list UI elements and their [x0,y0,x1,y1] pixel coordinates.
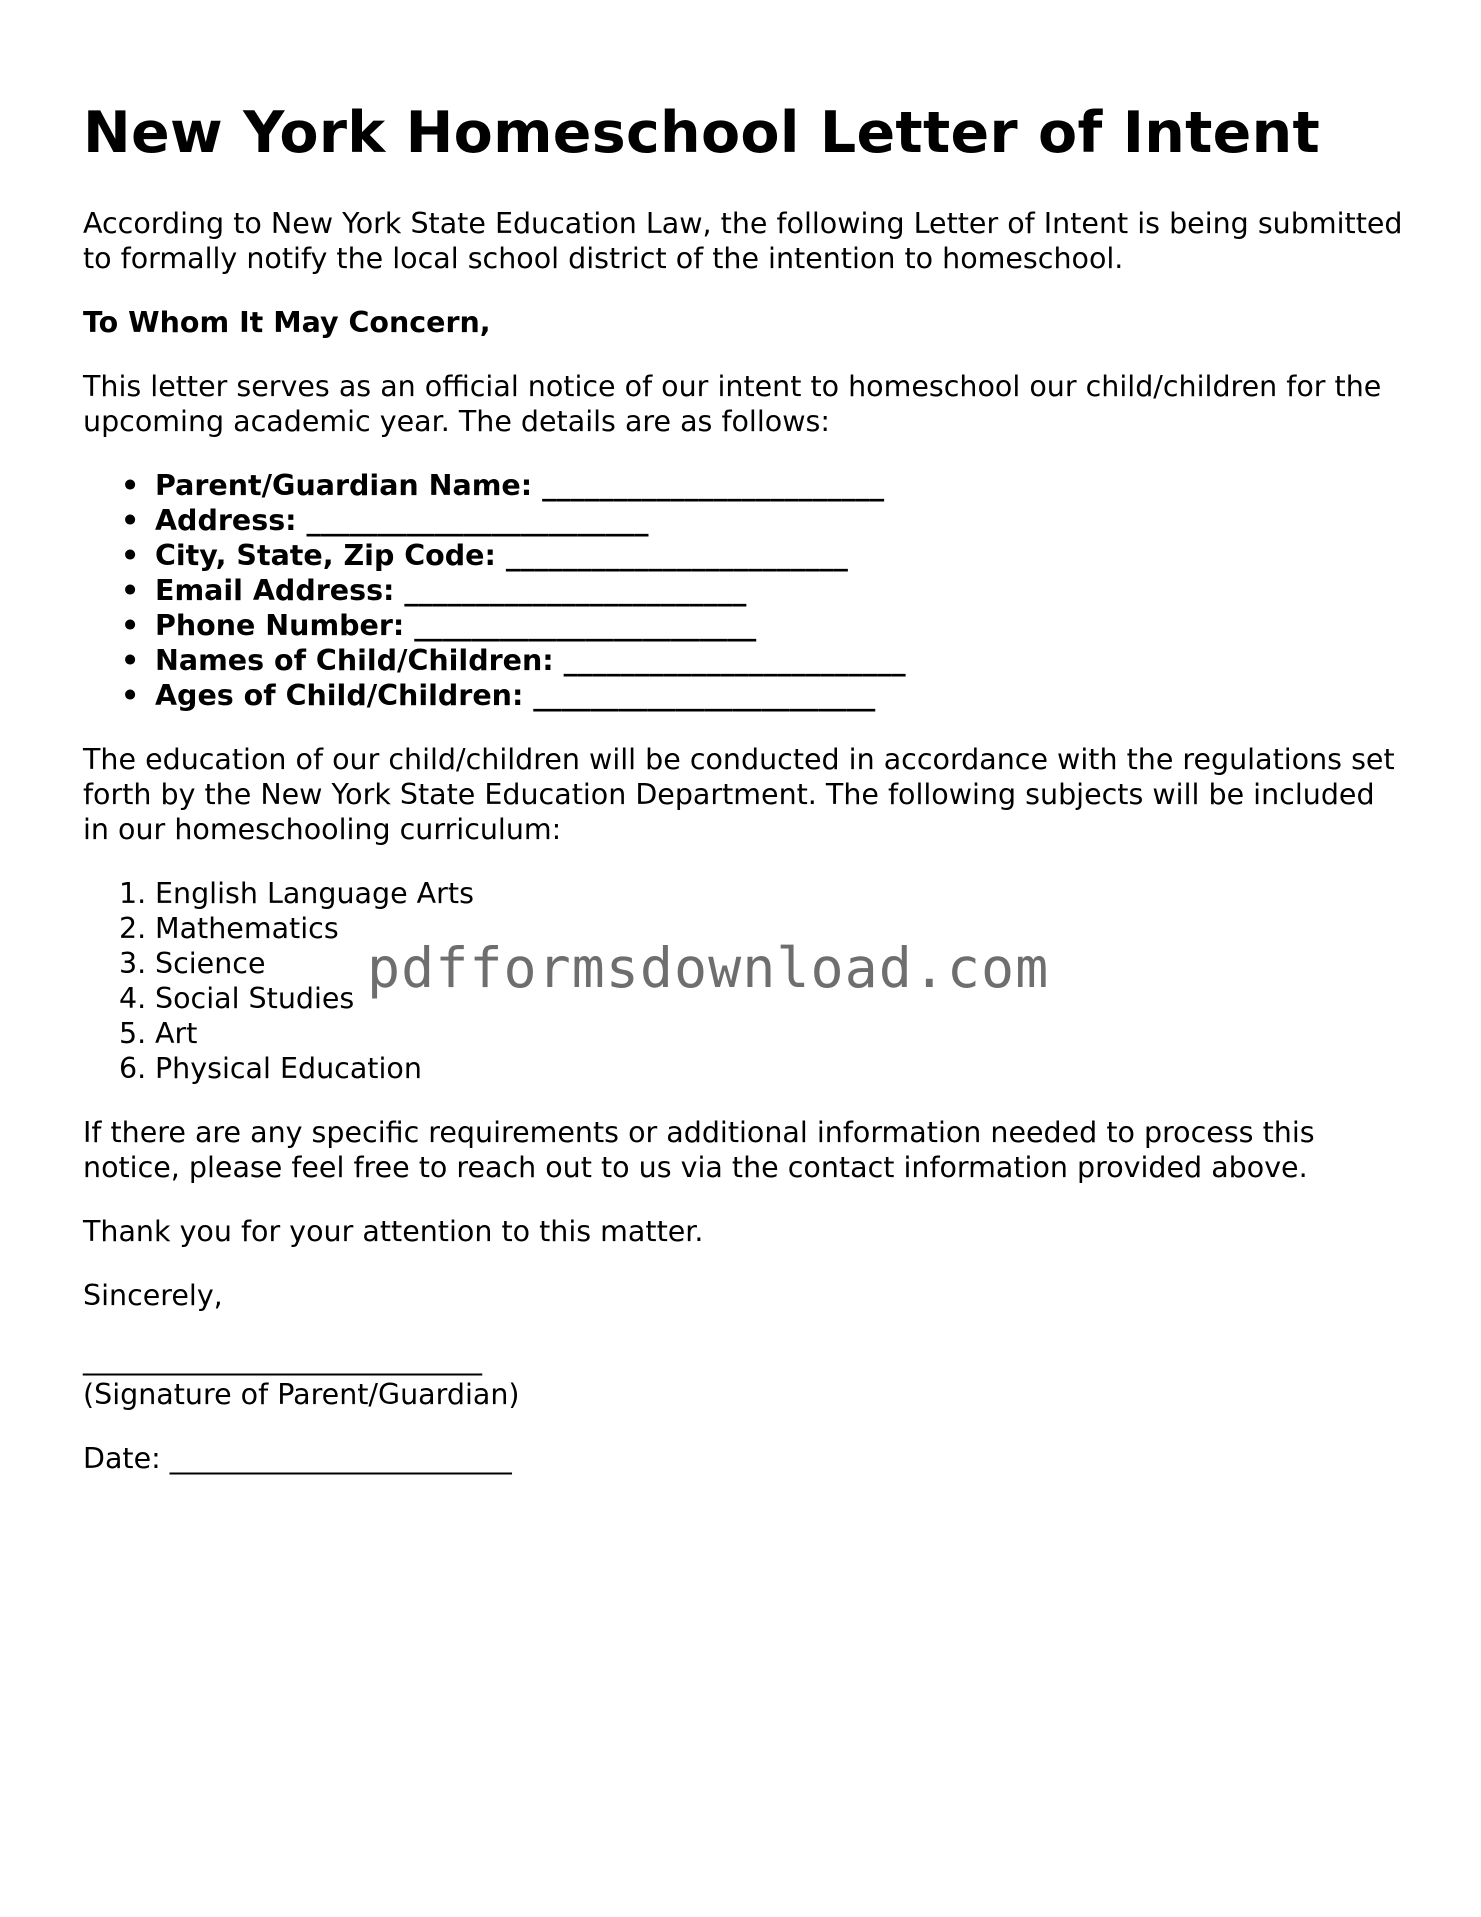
field-email [155,573,1403,608]
intro-paragraph: According to New York State Education Law, the following Letter of Intent is being submitted to formally notify the local school district of the intention to homeschool. [83,207,1403,275]
signature-line[interactable]: ____________________________ [83,1343,482,1376]
date-label: Date: [83,1442,161,1475]
blank-line[interactable]: ________________________ [542,469,885,502]
subject-name: Mathematics [155,912,339,945]
field-city-state-zip [155,538,1403,573]
field-label: Phone Number: [155,609,405,642]
list-item [119,876,1403,911]
details-list [83,468,1403,713]
list-number: 5. [119,1017,147,1050]
salutation: To Whom It May Concern, [83,306,491,339]
field-label: Address: [155,504,297,537]
field-label: Names of Child/Children: [155,644,554,677]
list-number: 6. [119,1052,147,1085]
subject-name: Science [155,947,266,980]
field-child-names [155,643,1403,678]
curriculum-paragraph: The education of our child/children will be conducted in accordance with the regulations set forth by the New York State Education Department. The following subjects will be included in our homeschooling curriculum: [83,743,1395,846]
field-address [155,503,1403,538]
list-item [119,1051,1403,1086]
blank-line[interactable]: ________________________ [505,539,848,572]
list-number: 2. [119,912,147,945]
list-number: 1. [119,877,147,910]
subject-name: English Language Arts [155,877,474,910]
date-line [83,1441,1403,1476]
signature-caption: (Signature of Parent/Guardian) [83,1378,520,1411]
field-label: Email Address: [155,574,395,607]
list-number: 4. [119,982,147,1015]
letter-page [83,100,1403,1505]
list-number: 3. [119,947,147,980]
field-phone [155,608,1403,643]
blank-line[interactable]: ________________________ [563,644,906,677]
blank-line[interactable]: ________________________ [306,504,649,537]
watermark: pdfformsdownload.com [367,936,1050,1000]
field-label: City, State, Zip Code: [155,539,496,572]
date-blank[interactable]: ________________________ [169,1442,512,1475]
blank-line[interactable]: ________________________ [533,679,876,712]
subject-name: Social Studies [155,982,355,1015]
field-label: Ages of Child/Children: [155,679,524,712]
subject-name: Art [155,1017,198,1050]
blank-line[interactable]: ________________________ [404,574,747,607]
list-item [119,1016,1403,1051]
field-child-ages [155,678,1403,713]
field-label: Parent/Guardian Name: [155,469,533,502]
document-title: New York Homeschool Letter of Intent [83,100,1321,166]
subject-name: Physical Education [155,1052,422,1085]
field-parent-name [155,468,1403,503]
details-paragraph: This letter serves as an official notice of our intent to homeschool our child/children for the upcoming academic year. The details are as follows: [83,370,1382,438]
contact-paragraph: If there are any specific requirements or additional information needed to process this notice, please feel free to reach out to us via the contact information provided above. [83,1116,1315,1184]
blank-line[interactable]: ________________________ [414,609,757,642]
thanks-paragraph: Thank you for your attention to this matter. [83,1215,704,1248]
closing: Sincerely, [83,1279,223,1312]
